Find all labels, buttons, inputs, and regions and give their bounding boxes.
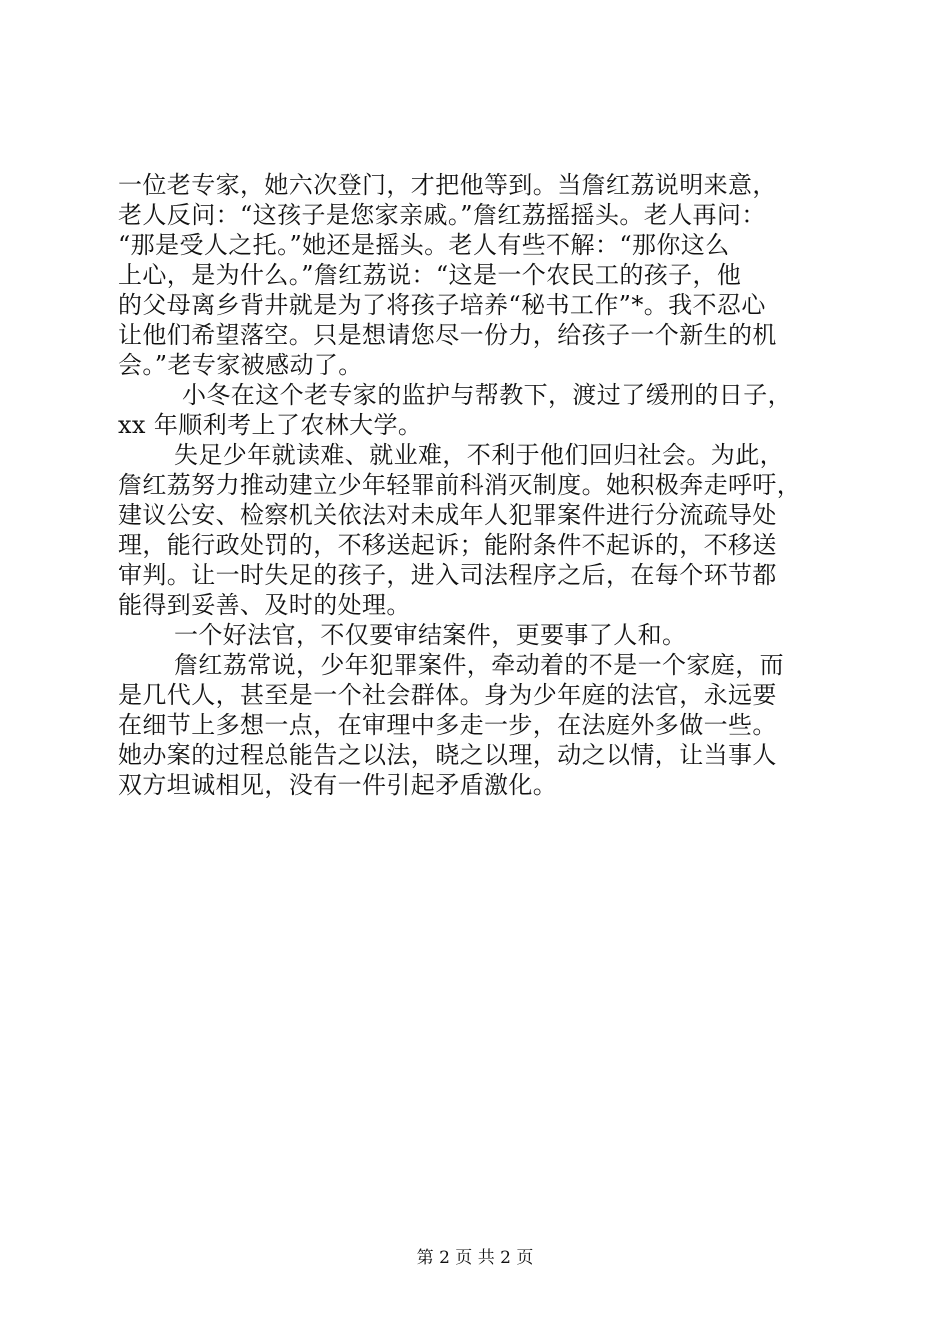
text-line: 一位老专家，她六次登门，才把他等到。当詹红荔说明来意， — [118, 171, 777, 199]
text-line: 让他们希望落空。只是想请您尽一份力，给孩子一个新生的机 — [118, 321, 777, 349]
text-line: 审判。让一时失足的孩子，进入司法程序之后，在每个环节都 — [118, 561, 777, 589]
paragraph-start-line: 小冬在这个老专家的监护与帮教下，渡过了缓刑的日子， — [182, 381, 792, 409]
text-line: 的父母离乡背井就是为了将孩子培养“秘书工作”*。我不忍心 — [118, 291, 766, 319]
text-line: 她办案的过程总能告之以法，晓之以理，动之以情，让当事人 — [118, 741, 777, 769]
text-line: 是几代人，甚至是一个社会群体。身为少年庭的法官，永远要 — [118, 681, 777, 709]
text-line: 双方坦诚相见，没有一件引起矛盾激化。 — [118, 771, 558, 799]
text-line: 理，能行政处罚的，不移送起诉；能附条件不起诉的，不移送 — [118, 531, 777, 559]
text-line: 上心，是为什么。”詹红荔说：“这是一个农民工的孩子，他 — [118, 261, 742, 289]
text-line: “那是受人之托。”她还是摇头。老人有些不解：“那你这么 — [118, 231, 730, 259]
text-line: 老人反问：“这孩子是您家亲戚。”詹红荔摇摇头。老人再问： — [118, 201, 766, 229]
text-line: 詹红荔努力推动建立少年轻罪前科消灭制度。她积极奔走呼吁， — [118, 471, 802, 499]
text-line: 会。”老专家被感动了。 — [118, 351, 363, 379]
paragraph-start-line: 失足少年就读难、就业难，不利于他们回归社会。为此， — [174, 441, 784, 469]
text-line: 在细节上多想一点，在审理中多走一步，在法庭外多做一些。 — [118, 711, 777, 739]
text-line: 能得到妥善、及时的处理。 — [118, 591, 411, 619]
body-text — [118, 170, 840, 800]
paragraph-start-line: 一个好法官，不仅要审结案件，更要事了人和。 — [174, 621, 687, 649]
text-line: 建议公安、检察机关依法对未成年人犯罪案件进行分流疏导处 — [118, 501, 777, 529]
page-number-footer: 第 2 页 共 2 页 — [416, 1248, 534, 1268]
paragraph-start-line: 詹红荔常说，少年犯罪案件，牵动着的不是一个家庭，而 — [174, 651, 784, 679]
text-line: xx 年顺利考上了农林大学。 — [118, 411, 423, 439]
